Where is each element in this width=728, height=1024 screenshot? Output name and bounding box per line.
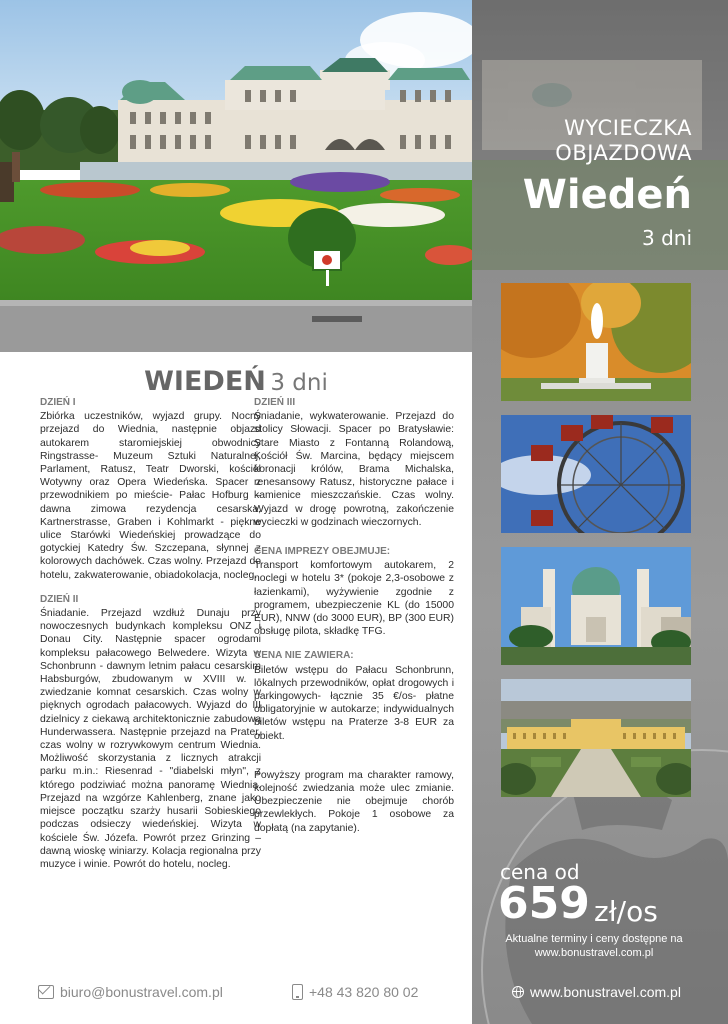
program-column-right xyxy=(254,396,454,846)
trip-type-label xyxy=(555,116,692,166)
includes-text: Transport komfortowym autokarem, 2 noclegi w hotelu 3* (pokoje 2,3-osobowe z łazienkami), wyżywienie zgodnie z programem, ubezpieczenie KL (do 15000 EUR), NNW (do 3000 EUR), BP (300 EUR) obsługę pilota, składkę TFG. xyxy=(254,560,454,638)
panel-city-name: Wiedeń xyxy=(522,172,692,218)
panel-duration: 3 dni xyxy=(641,226,692,250)
page-title-duration: 3 dni xyxy=(270,370,328,396)
day2-text: Śniadanie. Przejazd wzdłuż Dunaju przy nowoczesnych budynkach kompleksu ONZ i Donau City. Następnie spacer ogrodami kompleksu pałacowego Belwedere. Wizyta w Schonbrunn - dawnym letnim pałacu cesarskim Habsburgów, zbudowanym w XVIII w. - zwiedzanie komnat cesarskich. Czas wolny w pięknych ogrodach pałacowych. Wyjazd do III dzielnicy z ciekawą architektonicznie zabudową Hunderwassera. Następnie przejazd na Prater, czas wolny w rozrywkowym centrum Wiednia. Możliwość skorzystania z licznych atrakcji parku m.in.: Riesenrad - "diabelski młyn", z którego podziwiać można panoramę Wiednia. Przejazd na wzgórze Kahlenberg, znane jako miejsce początku szarży husarii Sobieskiego podczas odsieczy wiedeńskiej. Wizyta w kościele Św. Józefa. Powrót przez Grinzing – dawną wioskę winiarzy. Kolacja regionalna przy muzyce i winie. Powrót do hotelu, nocleg. xyxy=(40,608,261,870)
footer-website-text: www.bonustravel.com.pl xyxy=(530,984,681,1000)
excludes-text: Biletów wstępu do Pałacu Schonbrunn, lokalnych przewodników, opłat drogowych i parkingowych- łącznie 35 €/os- płatne obligatoryjnie w autokarze; indywidualnych biletów wstępu na Praterze 3-8 EUR za obiekt. xyxy=(254,664,454,742)
day3-heading: DZIEŃ III xyxy=(254,397,296,408)
belvedere-illustration xyxy=(0,0,472,352)
day1-text: Zbiórka uczestników, wyjazd grupy. Nocny przejazd do Wiednia, następnie objazd autokarem staromiejskiej obwodnicy Ringstrasse- Muzeum Sztuki Naturalnej, Parlament, Ratusz, Teatr Dworski, kościół Wotywny oraz Opera Wiedeńska. Spacer z przewodnikiem po mieście- Pałac Hofburg – dawna zimowa rezydencja cesarska, Kartnerstrasse, Graben i Kohlmarkt - piękne ulice Starówki Wiedeńskiej prowadzące do gotyckiej Katedry Św. Szczepana, słynnej z kolorowych dachówek. Czas wolny. Przejazd do hotelu, zakwaterowanie, obiadokolacja, nocleg. xyxy=(40,411,261,581)
page-title-city: WIEDEŃ xyxy=(144,366,266,397)
photo-mozart-monument xyxy=(501,283,691,401)
program-column-left xyxy=(40,396,261,882)
day1-heading: DZIEŃ I xyxy=(40,397,76,408)
footer-phone-text: +48 43 820 80 02 xyxy=(309,984,419,1000)
footer-email-text: biuro@bonustravel.com.pl xyxy=(60,984,223,1000)
price-amount: 659 xyxy=(498,878,590,929)
photo-karlskirche xyxy=(501,547,691,665)
price-unit: zł/os xyxy=(594,895,658,928)
photo-schonbrunn-palace xyxy=(501,679,691,797)
price-note-link[interactable]: www.bonustravel.com.pl xyxy=(534,947,654,959)
page-title xyxy=(0,352,472,396)
globe-icon xyxy=(512,986,524,998)
photo-riesenrad-ferris-wheel xyxy=(501,415,691,533)
price-label: cena od xyxy=(500,860,580,884)
day2-heading: DZIEŃ II xyxy=(40,593,79,605)
price-note-line1: Aktualne terminy i ceny dostępne na xyxy=(505,933,683,945)
trip-type-line2: OBJAZDOWA xyxy=(555,141,692,165)
trip-type-line1: WYCIECZKA xyxy=(564,116,692,140)
phone-icon xyxy=(292,984,303,1000)
includes-heading: CENA IMPREZY OBEJMUJE: xyxy=(254,546,391,558)
excludes-heading: CENA NIE ZAWIERA: xyxy=(254,650,354,662)
footer-email[interactable] xyxy=(38,980,223,1004)
hero-photo-belvedere xyxy=(0,0,472,352)
footer-website[interactable] xyxy=(512,980,681,1004)
price-note xyxy=(490,932,698,960)
envelope-icon xyxy=(38,985,54,999)
footer-phone[interactable] xyxy=(292,980,418,1004)
program-note: Powyższy program ma charakter ramowy, kolejność zwiedzania może ulec zmianie. Ubezpieczenie nie obejmuje chorób przewlekłych. Pokoje 1 osobowe za dopłatą (na zapytanie). xyxy=(254,769,454,834)
day3-text: Śniadanie, wykwaterowanie. Przejazd do stolicy Słowacji. Spacer po Bratysławie: Stare Miasto z Fontanną Rolandową, Kościół Św. Marcina, będący miejscem koronacji królów, Brama Michalska, renesansowy Ratusz, historyczne pałace i kamienice mieszczańskie. Czas wolny. Wyjazd w drogę powrotną, zakończenie wycieczki w godzinach wieczornych. xyxy=(254,411,454,528)
